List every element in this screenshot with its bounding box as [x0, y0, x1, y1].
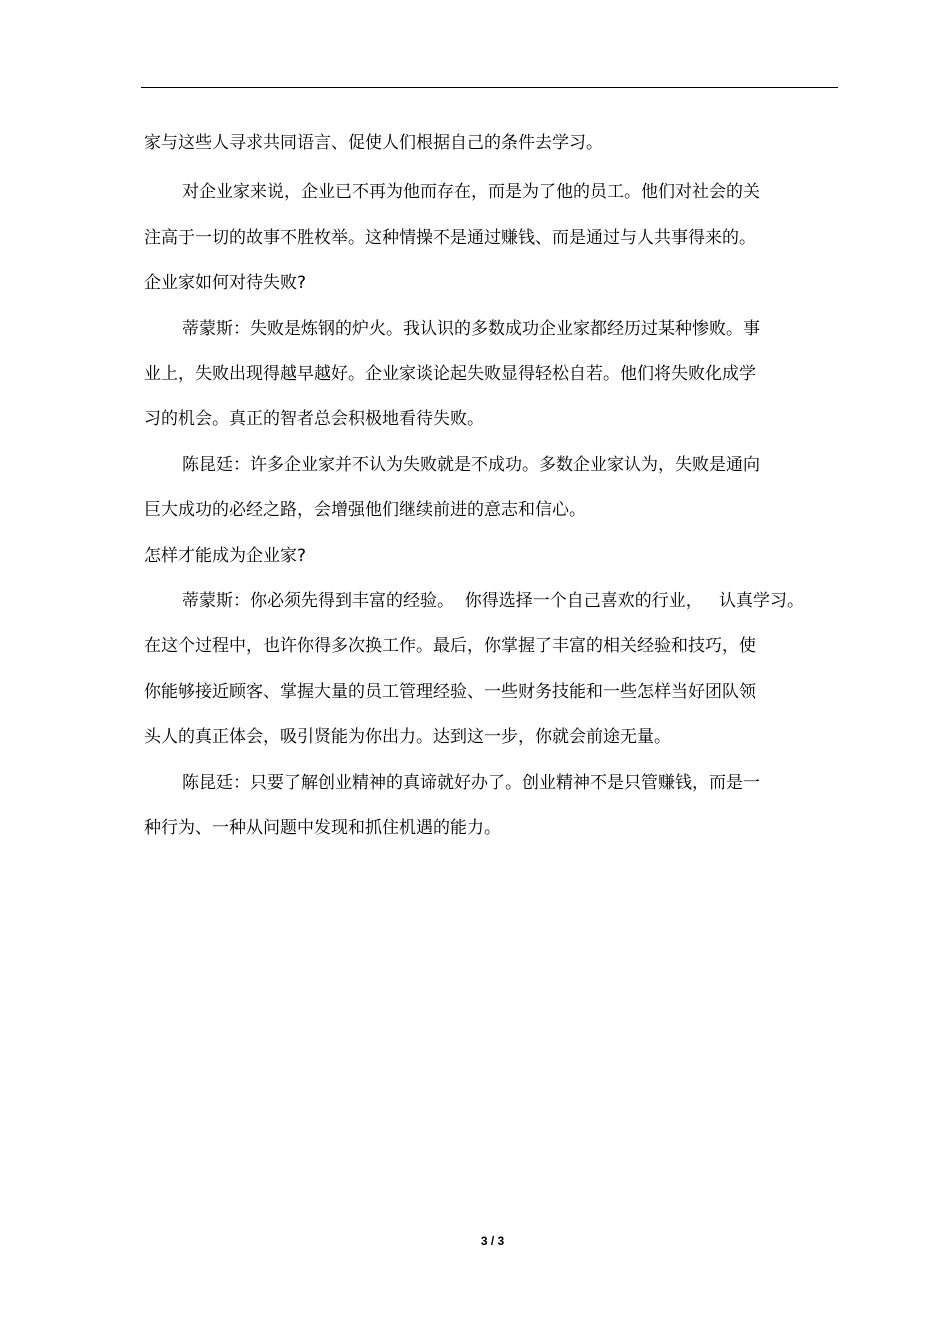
text-line: 巨大成功的必经之路，会增强他们继续前进的意志和信心。 [144, 500, 586, 520]
paragraph-start-line: 蒂蒙斯：你必须先得到丰富的经验。 你得选择一个自己喜欢的行业， 认真学习。 [182, 591, 805, 611]
question-heading: 怎样才能成为企业家? [144, 546, 307, 566]
page-number: 3 / 3 [480, 1234, 505, 1248]
paragraph-start-line: 陈昆廷：许多企业家并不认为失败就是不成功。多数企业家认为，失败是通向 [182, 455, 760, 475]
header-rule [141, 87, 838, 88]
text-line: 业上，失败出现得越早越好。企业家谈论起失败显得轻松自若。他们将失败化成学 [144, 364, 756, 384]
paragraph-start-line: 陈昆廷：只要了解创业精神的真谛就好办了。创业精神不是只管赚钱，而是一 [182, 773, 760, 793]
text-line: 在这个过程中，也许你得多次换工作。最后，你掌握了丰富的相关经验和技巧，使 [144, 636, 756, 656]
text-line: 你能够接近顾客、掌握大量的员工管理经验、一些财务技能和一些怎样当好团队领 [144, 682, 756, 702]
text-line: 头人的真正体会，吸引贤能为你出力。达到这一步，你就会前途无量。 [144, 727, 671, 747]
paragraph-start-line: 蒂蒙斯：失败是炼钢的炉火。我认识的多数成功企业家都经历过某种惨败。事 [182, 319, 760, 339]
text-line: 种行为、一种从问题中发现和抓住机遇的能力。 [144, 818, 501, 838]
text-line: 习的机会。真正的智者总会积极地看待失败。 [144, 409, 484, 429]
paragraph-start-line: 对企业家来说，企业已不再为他而存在，而是为了他的员工。他们对社会的关 [182, 182, 760, 202]
question-heading: 企业家如何对待失败? [144, 273, 307, 293]
text-line: 家与这些人寻求共同语言、促使人们根据自己的条件去学习。 [144, 133, 603, 153]
text-line: 注高于一切的故事不胜枚举。这种情操不是通过赚钱、而是通过与人共事得来的。 [144, 228, 756, 248]
